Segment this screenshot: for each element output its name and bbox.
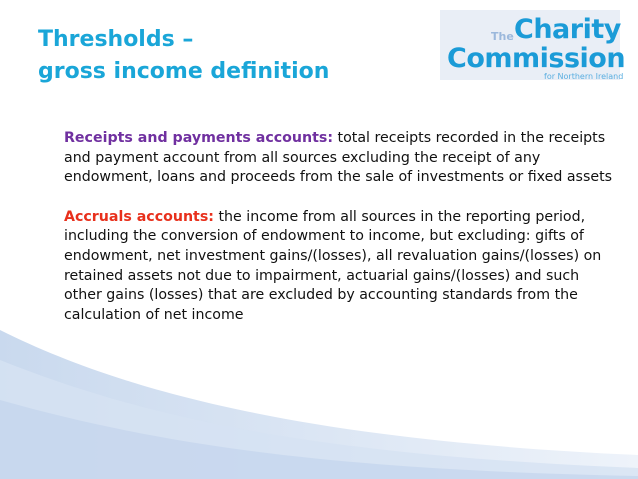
logo-commission: Commission bbox=[447, 43, 626, 74]
receipts-text: total receipts recorded in the receipts and payment account from all sources excluding the receipt of any endowment, loans and proceeds from the sale of investments or fixed assets bbox=[64, 130, 613, 186]
accruals-heading: Accruals accounts: bbox=[64, 208, 214, 225]
logo-charity: Charity bbox=[514, 14, 621, 45]
title-line-2: gross income definition bbox=[38, 59, 330, 84]
slide-title bbox=[38, 24, 329, 88]
accruals-paragraph bbox=[64, 208, 614, 326]
logo-the: The bbox=[491, 30, 514, 43]
title-line-1: Thresholds – bbox=[38, 27, 194, 52]
accruals-text: the income from all sources in the reporting period, including the conversion of endowment to income, but excluding: gifts of endowment, net investment gains/(losses), all revaluation gains/(losses) on retained assets not due to impairment, actuarial gains/(losses) and such other gains (losses) that are excluded by accounting standards from the calculation of net income bbox=[64, 208, 602, 323]
logo-region: for Northern Ireland bbox=[544, 72, 624, 81]
charity-commission-logo bbox=[440, 10, 626, 81]
receipts-heading: Receipts and payments accounts: bbox=[64, 130, 333, 146]
slide-body bbox=[64, 129, 614, 345]
receipts-paragraph bbox=[64, 129, 614, 188]
